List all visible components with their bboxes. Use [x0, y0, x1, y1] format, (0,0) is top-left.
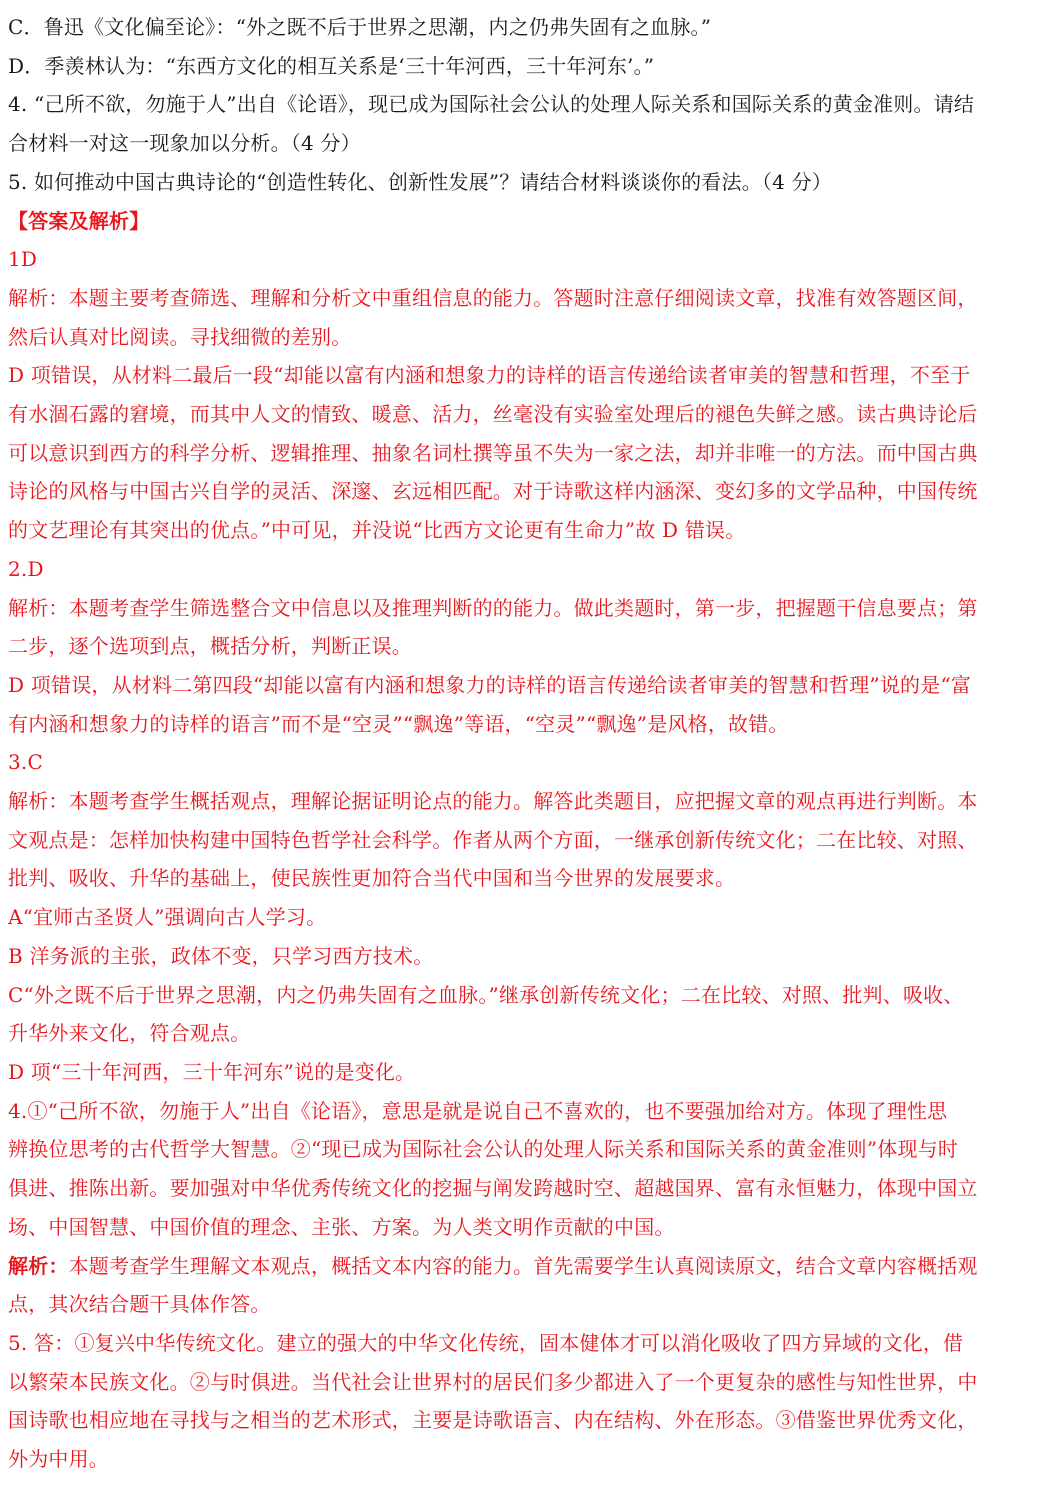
- answer-5-line: 外为中用。: [8, 1447, 109, 1472]
- answer-5-line: 以繁荣本民族文化。②与时俱进。当代社会让世界村的居民们多少都进入了一个更复杂的感性与知性世界，中: [8, 1369, 978, 1394]
- answer-1-detail-line: 可以意识到西方的科学分析、逻辑推理、抽象名词杜撰等虽不失为一家之法，却并非唯一的方法。而中国古典: [8, 440, 978, 465]
- answer-4-analysis: [8, 1247, 1041, 1286]
- answer-2-analysis-line: 二步，逐个选项到点，概括分析，判断正误。: [8, 634, 412, 659]
- answer-1-analysis-line: 解析：本题主要考查筛选、理解和分析文中重组信息的能力。答题时注意仔细阅读文章，找准有效答题区间，: [8, 285, 978, 310]
- answer-4-line: 辨换位思考的古代哲学大智慧。②“现已成为国际社会公认的处理人际关系和国际关系的黄金准则”体现与时: [8, 1137, 959, 1162]
- answer-4-line: 俱进、推陈出新。要加强对中华优秀传统文化的挖掘与阐发跨越时空、超越国界、富有永恒魅力，体现中国立: [8, 1176, 978, 1201]
- answer-2-detail-line: D 项错误，从材料二第四段“却能以富有内涵和想象力的诗样的语言传递给读者审美的智慧和哲理”说的是“富: [8, 672, 972, 697]
- answer-1-detail-line: 诗论的风格与中国古兴自学的灵活、深邃、玄远相匹配。对于诗歌这样内涵深、变幻多的文学品种，中国传统: [8, 479, 978, 504]
- answer-1-label: 1D: [8, 247, 38, 272]
- answer-3-analysis-line: 解析：本题考查学生概括观点，理解论据证明论点的能力。解答此类题目，应把握文章的观点再进行判断。本: [8, 789, 978, 814]
- answer-4-analysis-continued: 点，其次结合题干具体作答。: [8, 1292, 271, 1317]
- answer-3-option-b: B 洋务派的主张，政体不变，只学习西方技术。: [8, 943, 434, 968]
- question-3-option-d: D．季羡林认为：“东西方文化的相互关系是‘三十年河西，三十年河东’。”: [8, 53, 655, 78]
- answer-5-line: 5. 答：①复兴中华传统文化。建立的强大的中华文化传统，固本健体才可以消化吸收了四方异域的文化，借: [8, 1330, 964, 1355]
- answer-3: [8, 743, 1041, 1091]
- question-3-option-c: C．鲁迅《文化偏至论》：“外之既不后于世界之思潮，内之仍弗失固有之血脉。”: [8, 15, 712, 39]
- answer-2-detail-line: 有内涵和想象力的诗样的语言”而不是“空灵”“飘逸”等语，“空灵”“飘逸”是风格，故错。: [8, 711, 789, 736]
- answer-1-detail-line: 有水涸石露的窘境，而其中人文的情致、暖意、活力，丝毫没有实验室处理后的褪色失鲜之感。读古典诗论后: [8, 402, 978, 427]
- answer-3-analysis-line: 批判、吸收、升华的基础上，使民族性更加符合当代中国和当今世界的发展要求。: [8, 866, 736, 891]
- answer-5-line: 国诗歌也相应地在寻找与之相当的艺术形式，主要是诗歌语言、内在结构、外在形态。③借鉴世界优秀文化，: [8, 1408, 978, 1433]
- answer-4-line: 场、中国智慧、中国价值的理念、主张、方案。为人类文明作贡献的中国。: [8, 1214, 675, 1239]
- answer-2-analysis-line: 解析：本题考查学生筛选整合文中信息以及推理判断的的能力。做此类题时，第一步，把握题干信息要点；第: [8, 595, 978, 620]
- answer-3-label: 3.C: [8, 750, 43, 775]
- answer-4-analysis-label: 解析：: [8, 1253, 69, 1278]
- question-4-line-1: 4. “己所不欲，勿施于人”出自《论语》，现已成为国际社会公认的处理人际关系和国际关系的黄金准则。请结: [8, 92, 975, 117]
- answer-1: [8, 240, 1041, 550]
- answers-heading: 【答案及解析】: [8, 208, 150, 233]
- answer-3-option-c-continued: 升华外来文化，符合观点。: [8, 1021, 251, 1046]
- answer-1-analysis-line: 然后认真对比阅读。寻找细微的差别。: [8, 324, 352, 349]
- answer-3-option-d: D 项“三十年河西，三十年河东”说的是变化。: [8, 1059, 416, 1084]
- answer-4-analysis-text: 本题考查学生理解文本观点，概括文本内容的能力。首先需要学生认真阅读原文，结合文章内容概括观: [68, 1253, 978, 1278]
- answer-1-detail-line: D 项错误，从材料二最后一段“却能以富有内涵和想象力的诗样的语言传递给读者审美的智慧和哲理，不至于: [8, 363, 971, 388]
- answer-3-analysis-line: 文观点是：怎样加快构建中国特色哲学社会科学。作者从两个方面，一继承创新传统文化；二在比较、对照、: [8, 827, 978, 852]
- questions-section: [8, 8, 1041, 202]
- answer-2: [8, 550, 1041, 744]
- answer-3-option-a: A“宜师古圣贤人”强调向古人学习。: [8, 905, 327, 930]
- answer-5: [8, 1324, 1041, 1479]
- answer-1-detail-line: 的文艺理论有其突出的优点。”中可见，并没说“比西方文论更有生命力”故 D 错误。: [8, 518, 746, 543]
- answer-4-line: 4.①“己所不欲，勿施于人”出自《论语》，意思是就是说自己不喜欢的，也不要强加给对方。体现了理性思: [8, 1098, 948, 1123]
- answer-3-option-c: C“外之既不后于世界之思潮，内之仍弗失固有之血脉。”继承创新传统文化；二在比较、对照、批判、吸收、: [8, 982, 964, 1007]
- question-5-line-1: 5. 如何推动中国古典诗论的“创造性转化、创新性发展”？请结合材料谈谈你的看法。（4 分）: [8, 169, 832, 194]
- answer-4: [8, 1092, 1041, 1324]
- question-4-line-2: 合材料一对这一现象加以分析。（4 分）: [8, 131, 361, 156]
- answer-2-label: 2.D: [8, 556, 44, 581]
